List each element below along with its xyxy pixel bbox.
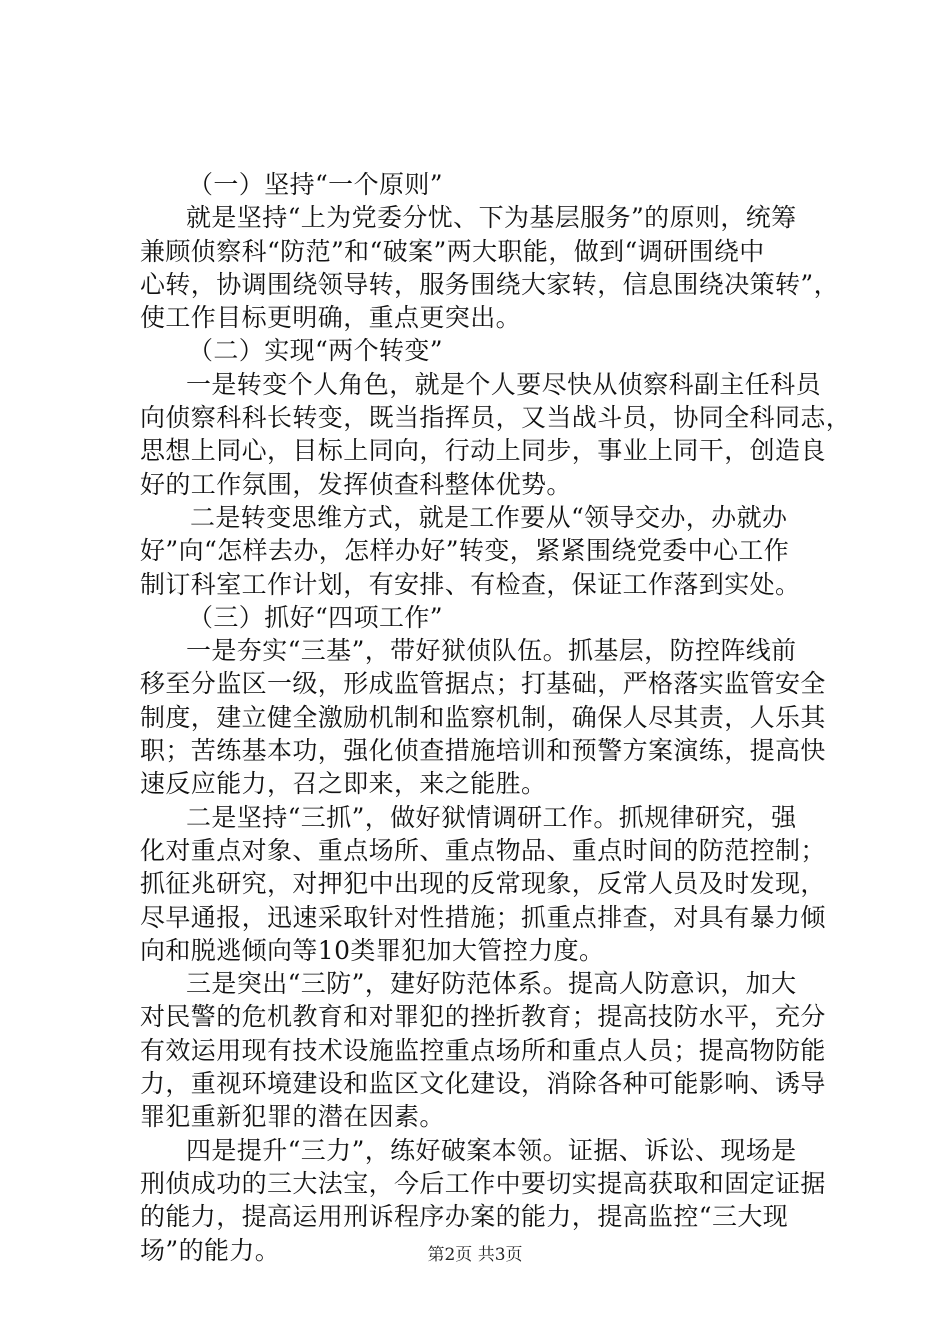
text-line: 好”向“怎样去办，怎样办好”转变，紧紧围绕党委中心工作: [140, 536, 790, 566]
section-heading: （三）抓好“四项工作”: [188, 602, 443, 632]
text-line: 抓征兆研究，对押犯中出现的反常现象，反常人员及时发现，: [140, 869, 826, 899]
text-line: 化对重点对象、重点场所、重点物品、重点时间的防范控制；: [140, 835, 826, 865]
section-heading: （一）坚持“一个原则”: [188, 170, 443, 199]
text-line: 制订科室工作计划，有安排、有检查，保证工作落到实处。: [140, 569, 801, 599]
text-line: 制度，建立健全激励机制和监察机制，确保人尽其责，人乐其: [140, 702, 826, 732]
text-line: 一是转变个人角色，就是个人要尽快从侦察科副主任科员: [186, 369, 822, 399]
text-line: 有效运用现有技术设施监控重点场所和重点人员；提高物防能: [140, 1035, 826, 1065]
text-line: 兼顾侦察科“防范”和“破案”两大职能，做到“调研围绕中: [140, 236, 765, 266]
text-line: 心转，协调围绕领导转，服务围绕大家转，信息围绕决策转”，: [140, 269, 839, 299]
text-line: 力，重视环境建设和监区文化建设，消除各种可能影响、诱导: [140, 1069, 826, 1099]
document-body: [140, 168, 852, 1267]
section-heading: （二）实现“两个转变”: [188, 336, 443, 366]
text-line: 场”的能力。: [140, 1235, 281, 1265]
text-line: 向侦察科科长转变，既当指挥员，又当战斗员，协同全科同志，: [140, 403, 852, 433]
text-line: 二是坚持“三抓”，做好狱情调研工作。抓规律研究，强: [186, 802, 797, 832]
text-line: 三是突出“三防”，建好防范体系。提高人防意识，加大: [186, 969, 797, 999]
text-line: 就是坚持“上为党委分忧、下为基层服务”的原则，统筹: [186, 203, 797, 233]
text-line: 对民警的危机教育和对罪犯的挫折教育；提高技防水平，充分: [140, 1002, 826, 1032]
text-line: 好的工作氛围，发挥侦查科整体优势。: [140, 469, 572, 499]
text-line: 一是夯实“三基”，带好狱侦队伍。抓基层，防控阵线前: [186, 636, 797, 666]
text-line: 尽早通报，迅速采取针对性措施；抓重点排查，对具有暴力倾: [140, 902, 826, 932]
page-number-footer: 第2页 共3页: [427, 1245, 523, 1265]
text-line: 思想上同心，目标上同向，行动上同步，事业上同干，创造良: [140, 436, 826, 466]
text-line: 向和脱逃倾向等10类罪犯加大管控力度。: [140, 935, 605, 965]
text-line: 罪犯重新犯罪的潜在因素。: [140, 1102, 445, 1132]
text-line: 职；苦练基本功，强化侦查措施培训和预警方案演练，提高快: [140, 736, 826, 766]
text-line: 的能力，提高运用刑诉程序办案的能力，提高监控“三大现: [140, 1202, 789, 1232]
text-line: 移至分监区一级，形成监管据点；打基础，严格落实监管安全: [140, 669, 826, 699]
text-line: 使工作目标更明确，重点更突出。: [140, 303, 522, 333]
text-line: 速反应能力，召之即来，来之能胜。: [140, 769, 547, 799]
text-line: 刑侦成功的三大法宝，今后工作中要切实提高获取和固定证据: [140, 1168, 826, 1198]
text-line: 四是提升“三力”，练好破案本领。证据、诉讼、现场是: [186, 1135, 797, 1165]
text-line: 二是转变思维方式，就是工作要从“领导交办，办就办: [190, 502, 788, 532]
